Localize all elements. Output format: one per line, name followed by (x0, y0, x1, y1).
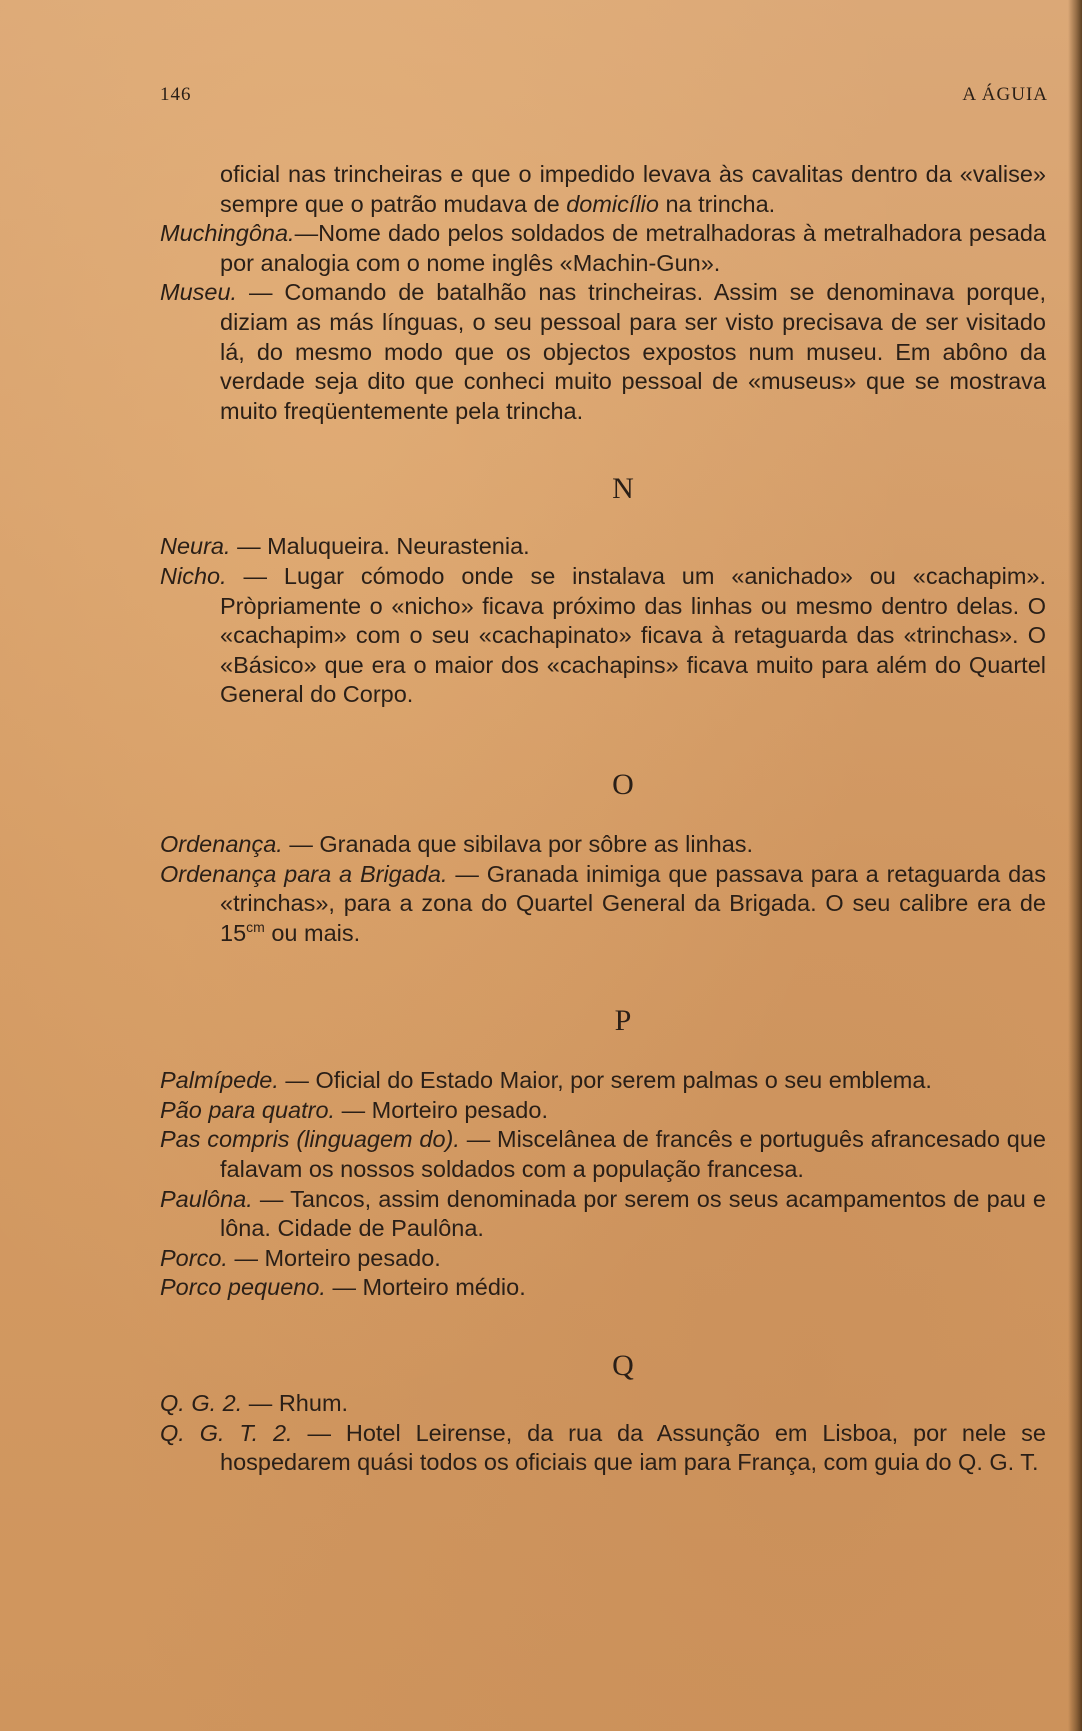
glossary-entry-qgt2 (160, 1419, 1046, 1478)
glossary-entry-muchingona (160, 219, 1046, 278)
glossary-entry-palmipede (160, 1066, 1046, 1096)
glossary-entry-ordenanca-brigada (160, 860, 1046, 949)
glossary-entry-ordenanca (160, 830, 1046, 860)
entry-definition: — Comando de batalhão nas trincheiras. Assim se denominava porque, diziam as más línguas, o seu pessoal para ser visto precisava de ser visitado lá, do mesmo modo que os objectos expostos num museu. Em abôno da verdade seja dito que conheci muito pessoal de «museus» que se mostrava muito freqüentemente pela trincha. (220, 279, 1046, 424)
entry-term: Pas compris (160, 1126, 290, 1153)
journal-title: A ÁGUIA (962, 84, 1048, 105)
unit-superscript: cm (246, 918, 265, 935)
entry-definition: — Morteiro pesado. (227, 1244, 441, 1271)
entry-definition: — Miscelânea de francês e português afrancesado que falavam os nossos soldados com a população francesa. (220, 1126, 1046, 1183)
section-letter-q: Q (612, 1349, 634, 1383)
entry-term: Q. G. T. 2. (160, 1419, 293, 1446)
entry-term: Palmípede. (160, 1067, 279, 1094)
entry-definition-end: ou mais. (264, 919, 361, 946)
entry-term: Paulôna. (160, 1185, 253, 1212)
glossary-entry-paulona (160, 1185, 1046, 1244)
section-letter-o: O (612, 767, 634, 801)
entry-term: Porco pequeno. (160, 1274, 326, 1301)
running-head (160, 84, 1048, 108)
glossary-entry-neura (160, 532, 1046, 562)
glossary-entry-pao-para-quatro (160, 1096, 1046, 1126)
entry-term: Q. G. 2. (160, 1390, 243, 1417)
section-letter-p: P (614, 1004, 632, 1038)
entry-definition: — Hotel Leirense, da rua da Assunção em Lisboa, por nele se hospedarem quási todos os oficiais que iam para França, com guia do Q. G. T. (220, 1419, 1047, 1476)
entry-term-extra: (linguagem do). (289, 1126, 460, 1153)
entry-definition: —Nome dado pelos soldados de metralhadoras à metralhadora pesada por analogia com o nome inglês «Machin-Gun». (220, 220, 1046, 276)
glossary-entry-museu (160, 278, 1046, 426)
entry-definition: — Tancos, assim denominada por serem os seus acampamentos de pau e lôna. Cidade de Paulôna. (220, 1185, 1046, 1242)
entry-definition: — Granada inimiga que passava para a retaguarda das «trinchas», para a zona do Quartel General da Brigada. O seu calibre era de 15 (220, 860, 1046, 946)
entry-definition: — Maluqueira. Neurastenia. (230, 533, 530, 560)
entry-definition: — Morteiro médio. (325, 1274, 526, 1301)
entry-term: Ordenança. (160, 830, 283, 857)
emphasis-word: domicílio (566, 190, 659, 217)
page-number: 146 (160, 84, 192, 105)
entry-term: Museu. (160, 279, 238, 306)
entry-term: Ordenança para a Brigada. (160, 860, 448, 887)
entry-definition: — Morteiro pesado. (335, 1096, 548, 1123)
glossary-entry-porco-pequeno (160, 1273, 1046, 1303)
entry-term: Nicho. (160, 562, 227, 589)
glossary-entry-porco (160, 1244, 1046, 1274)
page-edge-shadow (1068, 0, 1082, 1731)
entry-term: Muchingôna. (160, 220, 295, 247)
entry-definition: — Rhum. (242, 1390, 349, 1417)
glossary-entry-nicho (160, 562, 1046, 710)
entry-definition: — Lugar cómodo onde se instalava um «anichado» ou «cachapim». Pròpriamente o «nicho» ficava próximo das linhas ou mesmo dentro delas. O «cachapim» com o seu «cachapinato» ficava à retaguarda das «trinchas». O «Básico» que era o maior dos «cachapins» ficava muito para além do Quartel General do Corpo. (220, 562, 1046, 708)
entry-term: Neura. (160, 533, 231, 560)
glossary-text (160, 160, 1046, 1478)
glossary-entry-qg2 (160, 1389, 1046, 1419)
entry-term: Pão para quatro. (160, 1096, 336, 1123)
glossary-entry-pas-compris (160, 1125, 1046, 1184)
entry-term: Porco. (160, 1244, 228, 1271)
entry-definition: — Oficial do Estado Maior, por serem palmas o seu emblema. (278, 1067, 932, 1094)
section-letter-n: N (612, 472, 634, 506)
entry-definition: — Granada que sibilava por sôbre as linhas. (282, 830, 754, 857)
continued-paragraph: oficial nas trincheiras e que o impedido levava às cavalitas dentro da «valise» sempre que o patrão mudava de domicílio na trincha. (220, 161, 1046, 217)
